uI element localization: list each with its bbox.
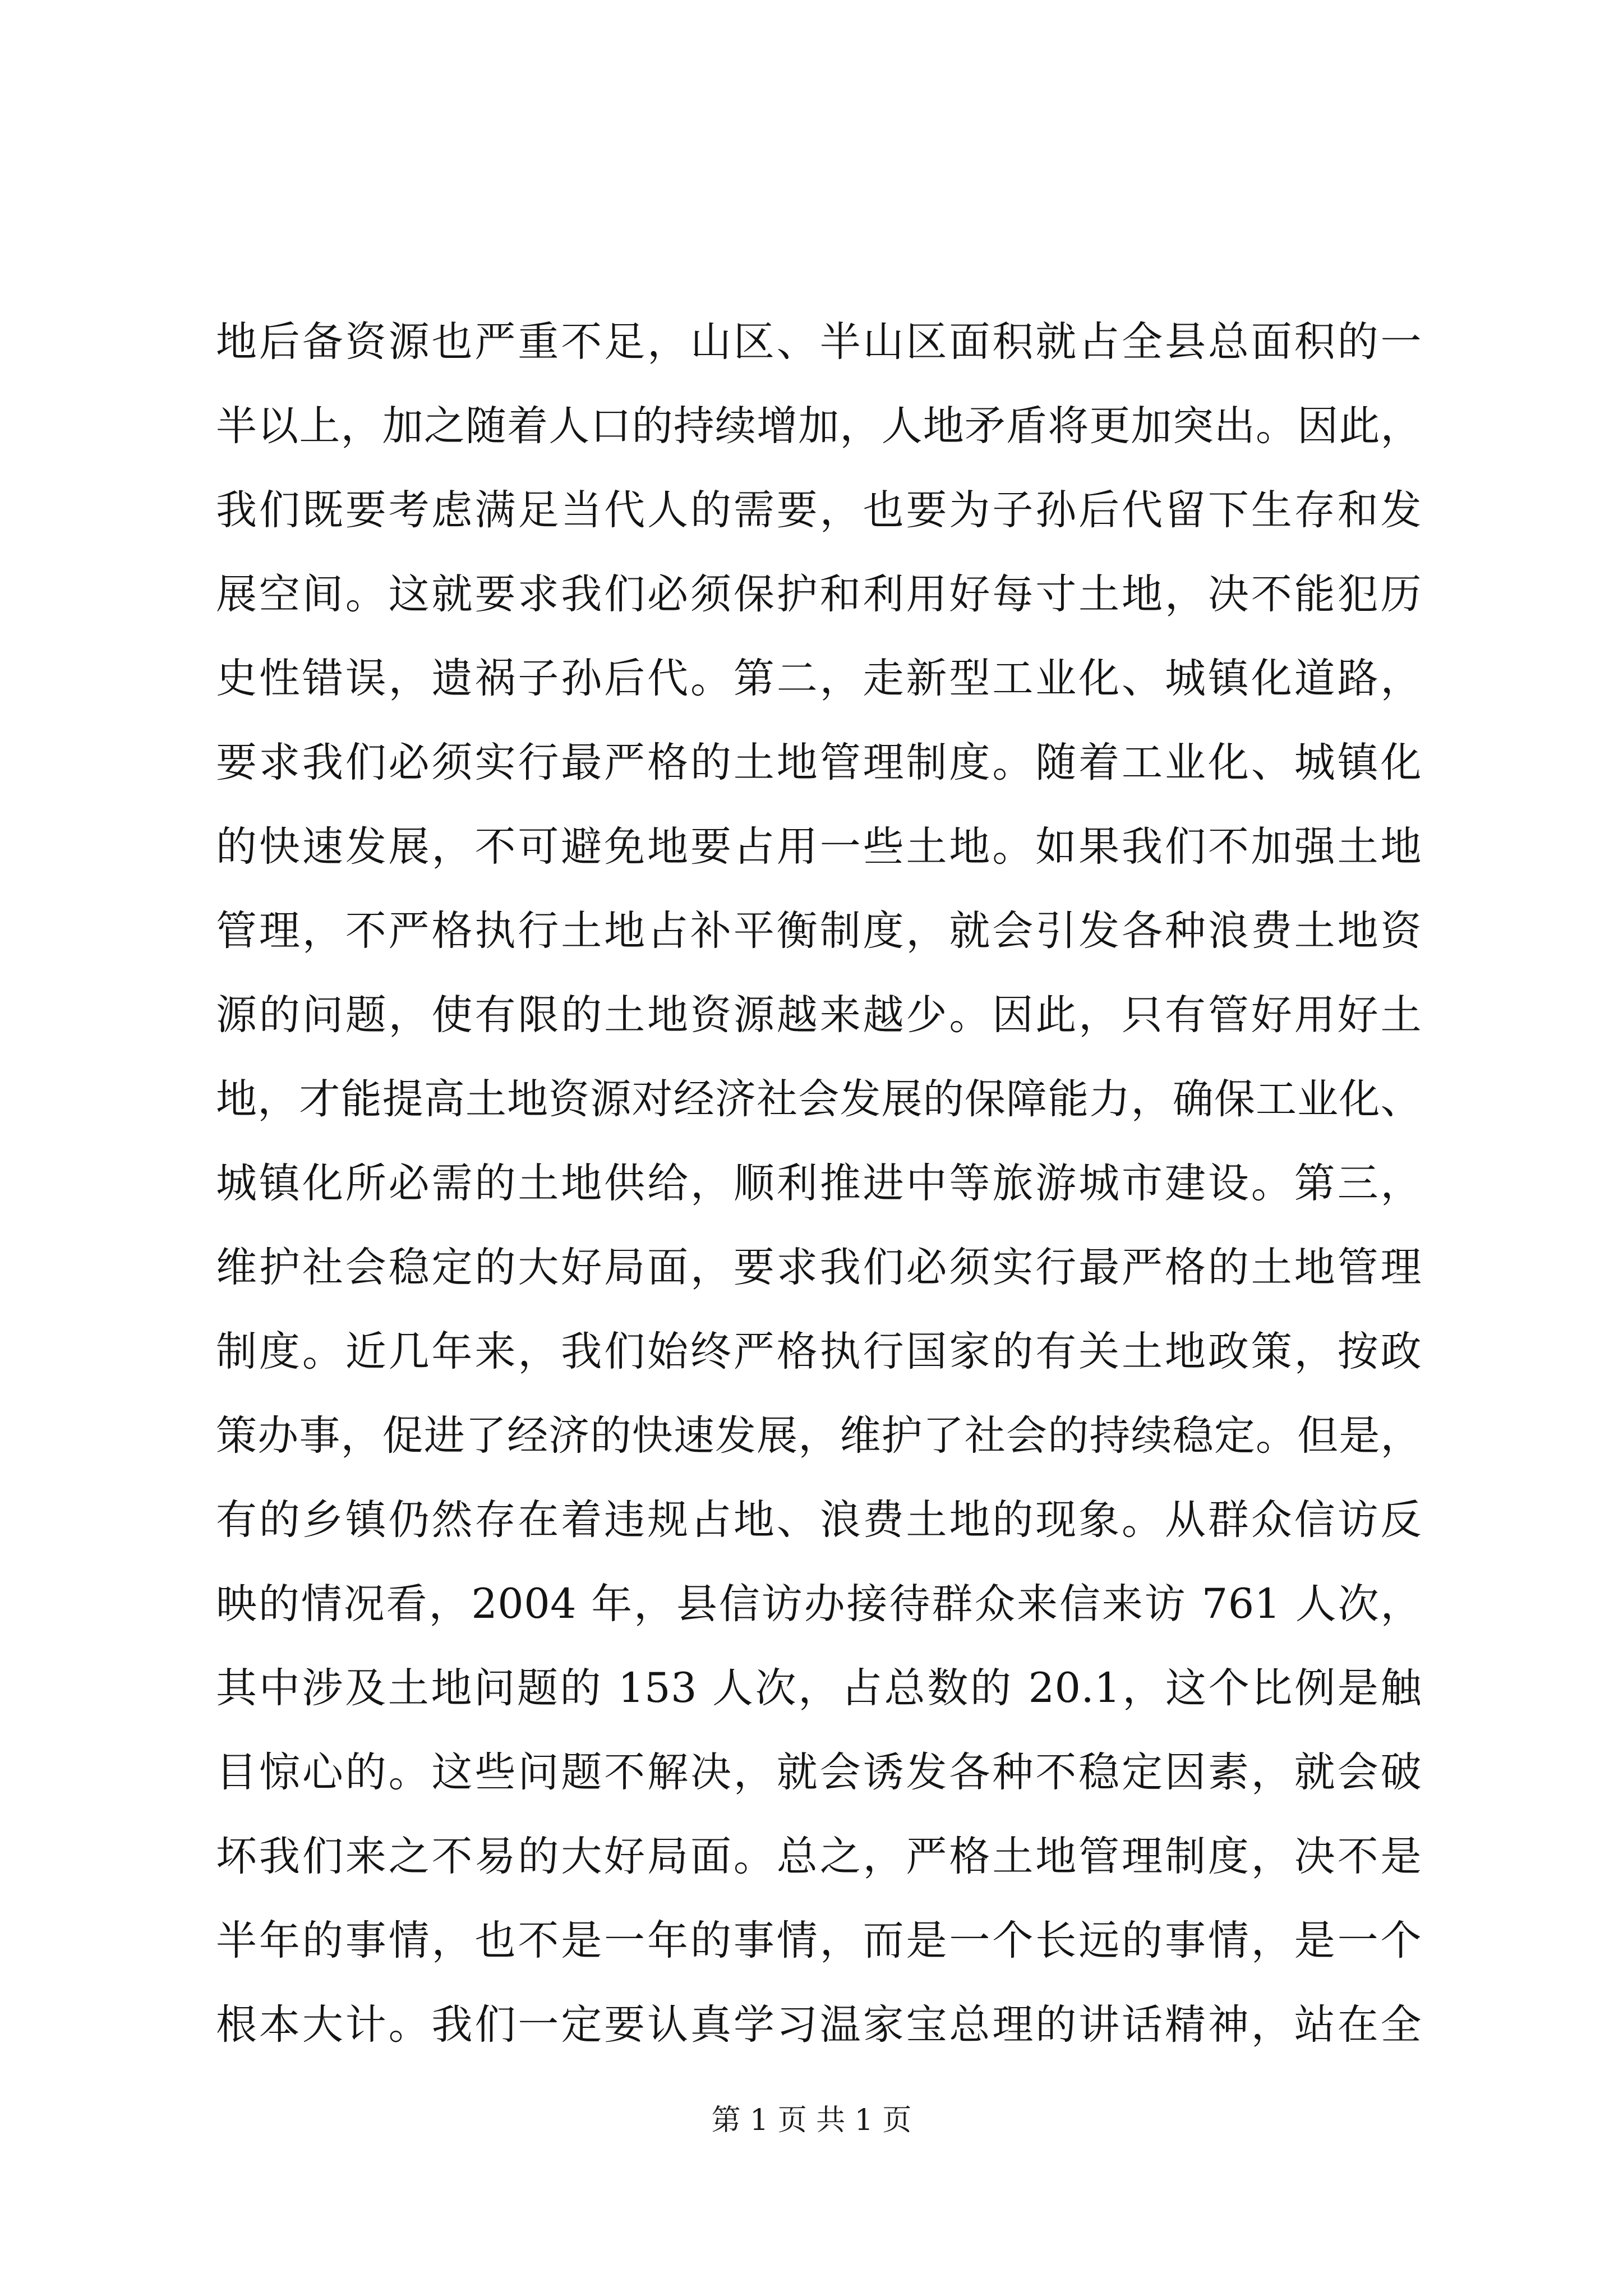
text-line: 映的情况看，2004 年，县信访办接待群众来信来访 761 人次， bbox=[216, 1580, 1422, 1628]
text-line: 半年的事情，也不是一年的事情，而是一个长远的事情，是一个 bbox=[216, 1917, 1422, 1964]
text-line: 策办事，促进了经济的快速发展，维护了社会的持续稳定。但是， bbox=[216, 1412, 1422, 1460]
body-text bbox=[216, 300, 1422, 2067]
text-line: 地后备资源也严重不足，山区、半山区面积就占全县总面积的一 bbox=[216, 318, 1422, 366]
text-line: 我们既要考虑满足当代人的需要，也要为子孙后代留下生存和发 bbox=[216, 486, 1422, 534]
text-line: 地，才能提高土地资源对经济社会发展的保障能力，确保工业化、 bbox=[216, 1075, 1422, 1123]
text-line: 制度。近几年来，我们始终严格执行国家的有关土地政策，按政 bbox=[216, 1328, 1422, 1375]
text-line: 展空间。这就要求我们必须保护和利用好每寸土地，决不能犯历 bbox=[216, 570, 1422, 618]
text-line: 有的乡镇仍然存在着违规占地、浪费土地的现象。从群众信访反 bbox=[216, 1496, 1422, 1544]
text-line: 半以上，加之随着人口的持续增加，人地矛盾将更加突出。因此， bbox=[216, 402, 1422, 450]
text-line: 的快速发展，不可避免地要占用一些土地。如果我们不加强土地 bbox=[216, 823, 1422, 871]
text-line: 根本大计。我们一定要认真学习温家宝总理的讲话精神，站在全 bbox=[216, 2001, 1422, 2049]
text-line: 其中涉及土地问题的 153 人次，占总数的 20.1，这个比例是触 bbox=[216, 1664, 1422, 1712]
text-line: 要求我们必须实行最严格的土地管理制度。随着工业化、城镇化 bbox=[216, 739, 1422, 786]
page-footer: 第 1 页 共 1 页 bbox=[711, 2104, 912, 2137]
text-line: 目惊心的。这些问题不解决，就会诱发各种不稳定因素，就会破 bbox=[216, 1749, 1422, 1796]
text-line: 管理，不严格执行土地占补平衡制度，就会引发各种浪费土地资 bbox=[216, 907, 1422, 955]
text-line: 源的问题，使有限的土地资源越来越少。因此，只有管好用好土 bbox=[216, 991, 1422, 1039]
text-line: 维护社会稳定的大好局面，要求我们必须实行最严格的土地管理 bbox=[216, 1244, 1422, 1291]
text-line: 坏我们来之不易的大好局面。总之，严格土地管理制度，决不是 bbox=[216, 1833, 1422, 1880]
text-line: 史性错误，遗祸子孙后代。第二，走新型工业化、城镇化道路， bbox=[216, 655, 1422, 702]
text-line: 城镇化所必需的土地供给，顺利推进中等旅游城市建设。第三， bbox=[216, 1159, 1422, 1207]
